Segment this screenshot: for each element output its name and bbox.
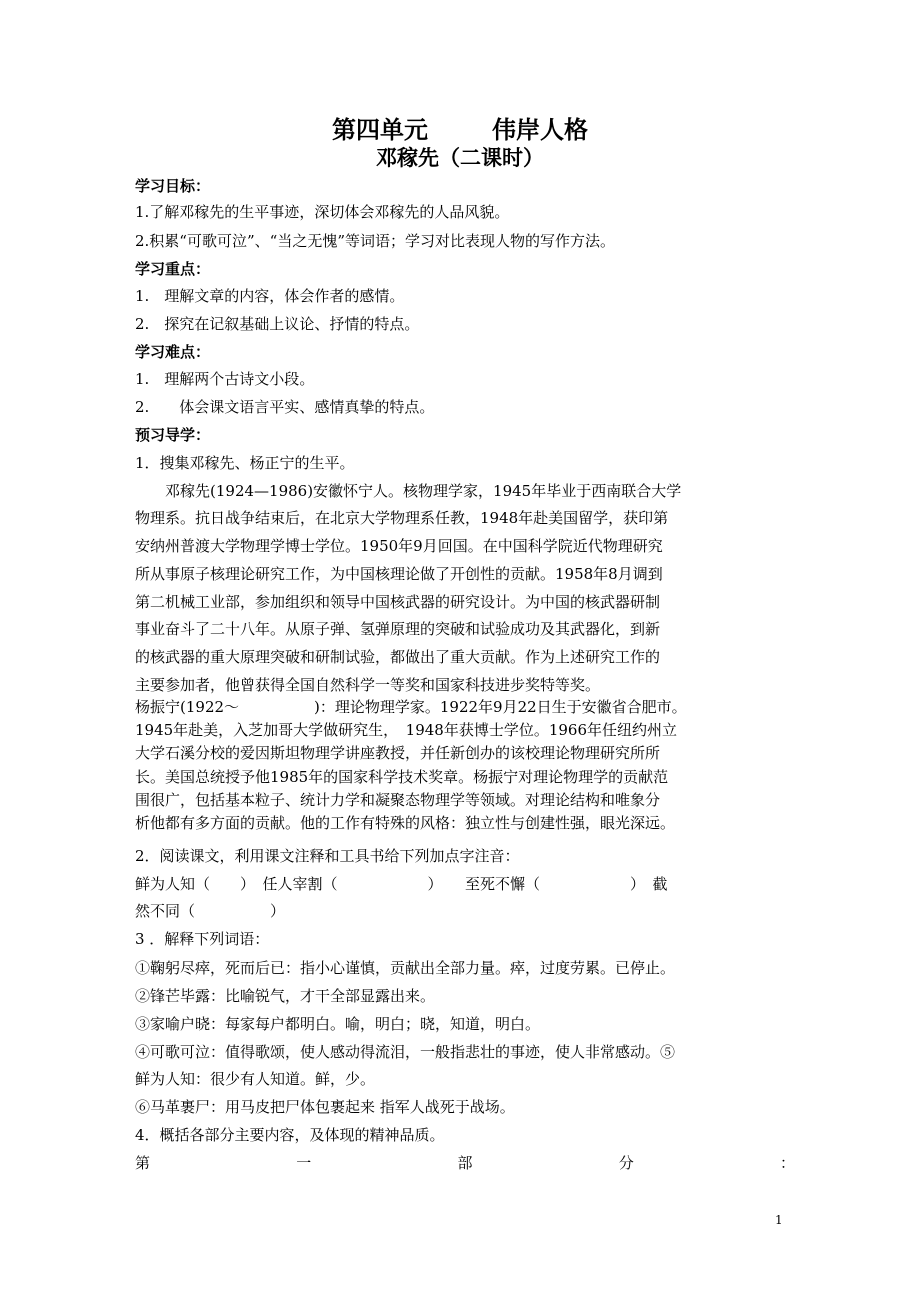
paragraph-line: 杨振宁(1922～ )：理论物理学家。1922年9月22日生于安徽省合肥市。 <box>135 698 687 716</box>
preview-item: 3 ．解释下列词语： <box>135 930 270 948</box>
paragraph-line: 事业奋斗了二十八年。从原子弹、氢弹原理的突破和试验成功及其武器化，到新 <box>135 620 661 638</box>
unit-title <box>0 110 920 145</box>
difficulty-line: 2. 体会课文语言平实、感情真挚的特点。 <box>135 398 435 416</box>
paragraph-line: 大学石溪分校的爱因斯坦物理学讲座教授，并任新创办的该校理论物理研究所所 <box>135 744 661 762</box>
paragraph-line: 的核武器的重大原理突破和研制试验，都做出了重大贡献。作为上述研究工作的 <box>135 648 661 666</box>
unit-label: 第四单元 <box>332 116 428 144</box>
vocab-line: ④可歌可泣：值得歌颂，使人感动得流泪，一般指悲壮的事迹，使人非常感动。⑤ <box>135 1043 676 1061</box>
paragraph-line: 1945年赴美，入芝加哥大学做研究生， 1948年获博士学位。1966年任纽约州立 <box>135 721 678 739</box>
goal-line: 2.积累“可歌可泣”、“当之无愧”等词语；学习对比表现人物的写作方法。 <box>135 232 615 250</box>
vocab-line: ③家喻户晓：每家每户都明白。喻，明白；晓，知道，明白。 <box>135 1015 541 1033</box>
key-point-line: 2. 探究在记叙基础上议论、抒情的特点。 <box>135 315 420 333</box>
paragraph-line: 邓稼先(1924—1986)安徽怀宁人。核物理学家，1945年毕业于西南联合大学 <box>135 482 682 500</box>
section-heading-key-points: 学习重点： <box>135 260 211 278</box>
key-point-line: 1. 理解文章的内容，体会作者的感情。 <box>135 287 405 305</box>
preview-item: 2．阅读课文，利用课文注释和工具书给下列加点字注音： <box>135 847 520 865</box>
paragraph-line: 析他都有多方面的贡献。他的工作有特殊的风格：独立性与创建性强，眼光深远。 <box>135 814 676 832</box>
paragraph-line: 第二机械工业部，参加组织和领导中国核武器的研究设计。为中国的核武器研制 <box>135 593 661 611</box>
section-heading-goals: 学习目标： <box>135 177 211 195</box>
paragraph-line: 所从事原子核理论研究工作，为中国核理论做了开创性的贡献。1958年8月调到 <box>135 565 663 583</box>
lesson-title: 邓稼先（二课时） <box>376 146 544 170</box>
paragraph-line: 物理系。抗日战争结束后，在北京大学物理系任教，1948年赴美国留学，获印第 <box>135 509 669 527</box>
paragraph-line: 安纳州普渡大学物理学博士学位。1950年9月回国。在中国科学院近代物理研究 <box>135 537 663 555</box>
pinyin-exercise-line: 然不同（ ） <box>135 902 286 920</box>
vocab-line: ②锋芒毕露：比喻锐气，才干全部显露出来。 <box>135 987 436 1005</box>
section-heading-preview: 预习导学： <box>135 426 211 444</box>
preview-item: 1．搜集邓稼先、杨正宁的生平。 <box>135 454 355 472</box>
vocab-line: ①鞠躬尽瘁，死而后已：指小心谨慎，贡献出全部力量。瘁，过度劳累。已停止。 <box>135 959 676 977</box>
goal-line: 1.了解邓稼先的生平事迹，深切体会邓稼先的人品风貌。 <box>135 203 510 221</box>
unit-theme: 伟岸人格 <box>492 116 588 144</box>
difficulty-line: 1. 理解两个古诗文小段。 <box>135 370 315 388</box>
paragraph-line: 围很广，包括基本粒子、统计力学和凝聚态物理学等领域。对理论结构和唯象分 <box>135 791 661 809</box>
vocab-line: ⑥马革裹尸：用马皮把尸体包裹起来 指军人战死于战场。 <box>135 1098 515 1116</box>
page-number: 1 <box>775 1213 783 1227</box>
summary-prompt-line: 第 一 部 分 ： <box>135 1154 795 1172</box>
section-heading-difficulties: 学习难点： <box>135 343 211 361</box>
paragraph-line: 长。美国总统授予他1985年的国家科学技术奖章。杨振宁对理论物理学的贡献范 <box>135 768 669 786</box>
paragraph-line: 主要参加者，他曾获得全国自然科学一等奖和国家科技进步奖特等奖。 <box>135 676 601 694</box>
vocab-line: 鲜为人知：很少有人知道。鲜，少。 <box>135 1070 376 1088</box>
preview-item: 4．概括各部分主要内容，及体现的精神品质。 <box>135 1126 445 1144</box>
pinyin-exercise-line: 鲜为人知（ ） 任人宰割（ ） 至死不懈（ ） 截 <box>135 875 668 893</box>
